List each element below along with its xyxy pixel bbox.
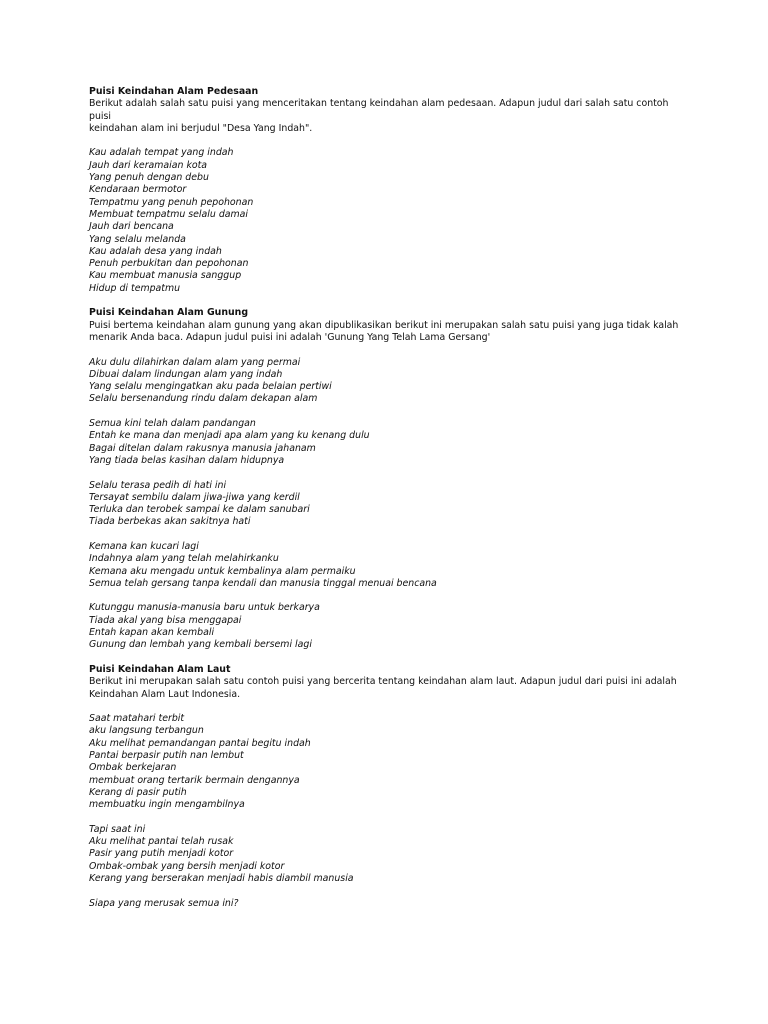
poem-line: Yang selalu mengingatkan aku pada belaian pertiwi xyxy=(89,381,332,393)
poem-line: Kau adalah desa yang indah xyxy=(89,245,222,257)
poem-line: aku langsung terbangun xyxy=(89,725,204,737)
poem-stanza xyxy=(89,147,689,295)
poem-line: Kutunggu manusia-manusia baru untuk berkarya xyxy=(89,602,320,614)
poem-line: Tiada berbekas akan sakitnya hati xyxy=(89,516,251,528)
section-gunung xyxy=(89,307,689,651)
poem-line: Kau membuat manusia sanggup xyxy=(89,270,242,282)
poem-line: Ombak-ombak yang bersih menjadi kotor xyxy=(89,860,285,872)
poem-line: membuatku ingin mengambilnya xyxy=(89,799,245,811)
poem-line: Kau adalah tempat yang indah xyxy=(89,147,234,159)
section-intro: Puisi bertema keindahan alam gunung yang akan dipublikasikan berikut ini merupakan salah satu puisi yang juga tidak kalah menarik Anda baca. Adapun judul puisi ini adalah 'Gunung Yang Telah Lama Gersang' xyxy=(89,319,679,343)
poem-line: Selalu bersenandung rindu dalam dekapan alam xyxy=(89,393,318,405)
poem-stanza xyxy=(89,898,689,910)
poem-line: Pantai berpasir putih nan lembut xyxy=(89,750,244,762)
poem-line: Selalu terasa pedih di hati ini xyxy=(89,479,227,491)
poem-stanza xyxy=(89,357,689,406)
poem-line: Ombak berkejaran xyxy=(89,762,177,774)
poem-line: Aku melihat pemandangan pantai begitu indah xyxy=(89,737,311,749)
poem-line: Jauh dari bencana xyxy=(89,221,174,233)
poem-line: Semua telah gersang tanpa kendali dan manusia tinggal menuai bencana xyxy=(89,577,437,589)
poem-line: Membuat tempatmu selalu damai xyxy=(89,208,248,220)
poem-line: Hidup di tempatmu xyxy=(89,282,181,294)
poem-line: Indahnya alam yang telah melahirkanku xyxy=(89,553,279,565)
poem-stanza xyxy=(89,541,689,590)
poem-line: Entah kapan akan kembali xyxy=(89,627,215,639)
section-intro: Berikut ini merupakan salah satu contoh puisi yang bercerita tentang keindahan alam laut. Adapun judul dari puisi ini adalah Keindahan Alam Laut Indonesia. xyxy=(89,676,677,700)
poem-line: Tempatmu yang penuh pepohonan xyxy=(89,196,254,208)
poem-line: Kerang di pasir putih xyxy=(89,786,187,798)
section-heading: Puisi Keindahan Alam Laut xyxy=(89,663,231,675)
section-laut xyxy=(89,664,689,910)
poem-stanza xyxy=(89,480,689,529)
section-pedesaan xyxy=(89,86,689,295)
poem-line: Siapa yang merusak semua ini? xyxy=(89,897,239,909)
poem-line: Yang penuh dengan debu xyxy=(89,172,209,184)
section-heading: Puisi Keindahan Alam Pedesaan xyxy=(89,86,259,97)
poem-line: Tiada akal yang bisa menggapai xyxy=(89,614,242,626)
poem-line: Yang selalu melanda xyxy=(89,233,186,245)
poem-line: membuat orang tertarik bermain dengannya xyxy=(89,774,300,786)
poem-line: Kemana aku mengadu untuk kembalinya alam permaiku xyxy=(89,565,356,577)
poem-line: Tersayat sembilu dalam jiwa-jiwa yang kerdil xyxy=(89,491,300,503)
poem-line: Gunung dan lembah yang kembali bersemi lagi xyxy=(89,639,312,651)
poem-stanza xyxy=(89,824,689,885)
poem-line: Pasir yang putih menjadi kotor xyxy=(89,848,234,860)
poem-line: Dibuai dalam lindungan alam yang indah xyxy=(89,368,283,380)
poem-line: Entah ke mana dan menjadi apa alam yang ku kenang dulu xyxy=(89,430,370,442)
section-heading: Puisi Keindahan Alam Gunung xyxy=(89,307,249,319)
poem-line: Penuh perbukitan dan pepohonan xyxy=(89,258,249,270)
document-page xyxy=(89,86,689,910)
poem-line: Yang tiada belas kasihan dalam hidupnya xyxy=(89,454,285,466)
poem-stanza xyxy=(89,713,689,811)
poem-line: Semua kini telah dalam pandangan xyxy=(89,418,256,430)
poem-line: Bagai ditelan dalam rakusnya manusia jahanam xyxy=(89,442,316,454)
poem-line: Aku melihat pantai telah rusak xyxy=(89,836,234,848)
poem-line: Jauh dari keramaian kota xyxy=(89,159,208,171)
poem-line: Aku dulu dilahirkan dalam alam yang permai xyxy=(89,356,301,368)
poem-line: Kendaraan bermotor xyxy=(89,184,187,196)
poem-line: Kerang yang berserakan menjadi habis diambil manusia xyxy=(89,873,354,884)
poem-line: Tapi saat ini xyxy=(89,823,146,835)
poem-stanza xyxy=(89,418,689,467)
poem-line: Terluka dan terobek sampai ke dalam sanubari xyxy=(89,504,310,516)
poem-stanza xyxy=(89,602,689,651)
poem-line: Kemana kan kucari lagi xyxy=(89,540,199,552)
poem-line: Saat matahari terbit xyxy=(89,713,185,725)
section-intro: Berikut adalah salah satu puisi yang menceritakan tentang keindahan alam pedesaan. Adapun judul dari salah satu contoh puisi keindahan alam ini berjudul "Desa Yang Indah". xyxy=(89,98,669,134)
